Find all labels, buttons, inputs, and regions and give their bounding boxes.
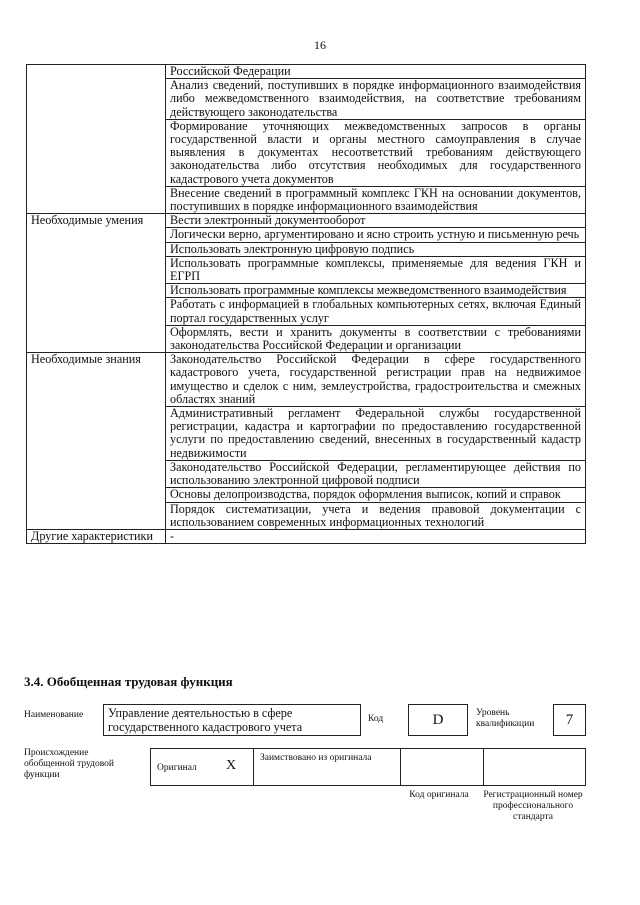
- row-label-cell: [27, 325, 166, 352]
- original-cell: [151, 749, 254, 786]
- row-label-cell: [27, 353, 166, 407]
- row-label: Необходимые умения: [31, 213, 144, 228]
- code-original-cell: [401, 749, 484, 786]
- borrowed-label: Заимствовано из оригинала: [254, 749, 401, 786]
- row-label-cell: [27, 79, 166, 120]
- table-row: [27, 460, 586, 487]
- original-label: Оригинал: [157, 763, 197, 773]
- original-mark: X: [226, 758, 237, 773]
- table-row: [27, 79, 586, 120]
- table-row: [27, 529, 586, 543]
- row-label-cell: [27, 242, 166, 256]
- row-label-cell: [27, 256, 166, 283]
- level-value: 7: [553, 704, 586, 736]
- row-label: Необходимые знания: [31, 352, 141, 367]
- row-text: Использовать электронную цифровую подпись: [166, 242, 586, 256]
- row-text: Законодательство Российской Федерации в сфере государственного кадастрового учета, государственной регистрации прав на недвижимое имущество и сделок с ним, землеустройства, градостроительства и смежных областях знаний: [166, 353, 586, 407]
- table-row: [27, 214, 586, 228]
- table-row: [27, 242, 586, 256]
- code-label: Код: [368, 714, 384, 724]
- row-text: Анализ сведений, поступивших в порядке информационного взаимодействия либо межведомственного взаимодействия, на соответствие требованиям действующего законодательства: [166, 79, 586, 120]
- table-row: [27, 488, 586, 502]
- row-text: Использовать программные комплексы, применяемые для ведения ГКН и ЕГРП: [166, 256, 586, 283]
- row-text: Административный регламент Федеральной службы государственной регистрации, кадастра и картографии по предоставлению государственной услуги по предоставлению сведений, внесенных в государственный кадастр недвижимости: [166, 407, 586, 461]
- level-label: Уровень квалификации: [476, 708, 535, 729]
- row-label-cell: [27, 407, 166, 461]
- row-text: Формирование уточняющих межведомственных запросов в органы государственной власти и органы местного самоуправления в случае выявления в документах несоответствий требованиям действующего законодательства либо отсутствия необходимых для государственного кадастрового учета документов: [166, 119, 586, 186]
- requirements-table: [26, 64, 586, 544]
- row-label-cell: [27, 228, 166, 242]
- row-label-cell: [27, 529, 166, 543]
- origin-label: Происхождение обобщенной трудовой функции: [24, 748, 114, 780]
- table-row: [27, 325, 586, 352]
- table-row: [27, 186, 586, 213]
- reg-number-cell: [484, 749, 586, 786]
- row-label: Другие характеристики: [31, 528, 153, 543]
- row-label-cell: [27, 502, 166, 529]
- table-row: [27, 119, 586, 186]
- code-value: D: [408, 704, 468, 736]
- row-text: Основы делопроизводства, порядок оформления выписок, копий и справок: [166, 488, 586, 502]
- row-label-cell: [27, 214, 166, 228]
- row-label-cell: [27, 119, 166, 186]
- table-row: [27, 65, 586, 79]
- table-row: [27, 298, 586, 325]
- row-text: Оформлять, вести и хранить документы в соответствии с требованиями законодательства Российской Федерации и организации: [166, 325, 586, 352]
- table-row: [27, 256, 586, 283]
- row-text: Логически верно, аргументировано и ясно строить устную и письменную речь: [166, 228, 586, 242]
- row-label-cell: [27, 65, 166, 79]
- reg-number-caption: Регистрационный номер профессионального стандарта: [483, 790, 583, 822]
- row-text: Вести электронный документооборот: [166, 214, 586, 228]
- name-label: Наименование: [24, 710, 84, 720]
- row-label-cell: [27, 284, 166, 298]
- row-text: Законодательство Российской Федерации, регламентирующее действия по использованию электронной цифровой подписи: [166, 460, 586, 487]
- row-text: Российской Федерации: [166, 65, 586, 79]
- row-label-cell: [27, 488, 166, 502]
- row-text: Порядок систематизации, учета и ведения правовой документации с использованием современных информационных технологий: [166, 502, 586, 529]
- section-heading: 3.4. Обобщенная трудовая функция: [24, 674, 233, 689]
- table-row: [27, 228, 586, 242]
- row-text: Внесение сведений в программный комплекс ГКН на основании документов, поступивших в порядке информационного взаимодействия: [166, 186, 586, 213]
- row-label-cell: [27, 298, 166, 325]
- origin-table: [150, 748, 586, 786]
- page-number: 16: [314, 38, 326, 52]
- row-label-cell: [27, 460, 166, 487]
- table-row: [27, 353, 586, 407]
- row-text: Использовать программные комплексы межведомственного взаимодействия: [166, 284, 586, 298]
- table-row: [27, 502, 586, 529]
- code-original-caption: Код оригинала: [409, 790, 469, 800]
- row-label-cell: [27, 186, 166, 213]
- row-text: -: [166, 529, 586, 543]
- row-text: Работать с информацией в глобальных компьютерных сетях, включая Единый портал государственных услуг: [166, 298, 586, 325]
- table-row: [27, 407, 586, 461]
- name-value: Управление деятельностью в сфере государственного кадастрового учета: [103, 704, 361, 736]
- table-row: [27, 284, 586, 298]
